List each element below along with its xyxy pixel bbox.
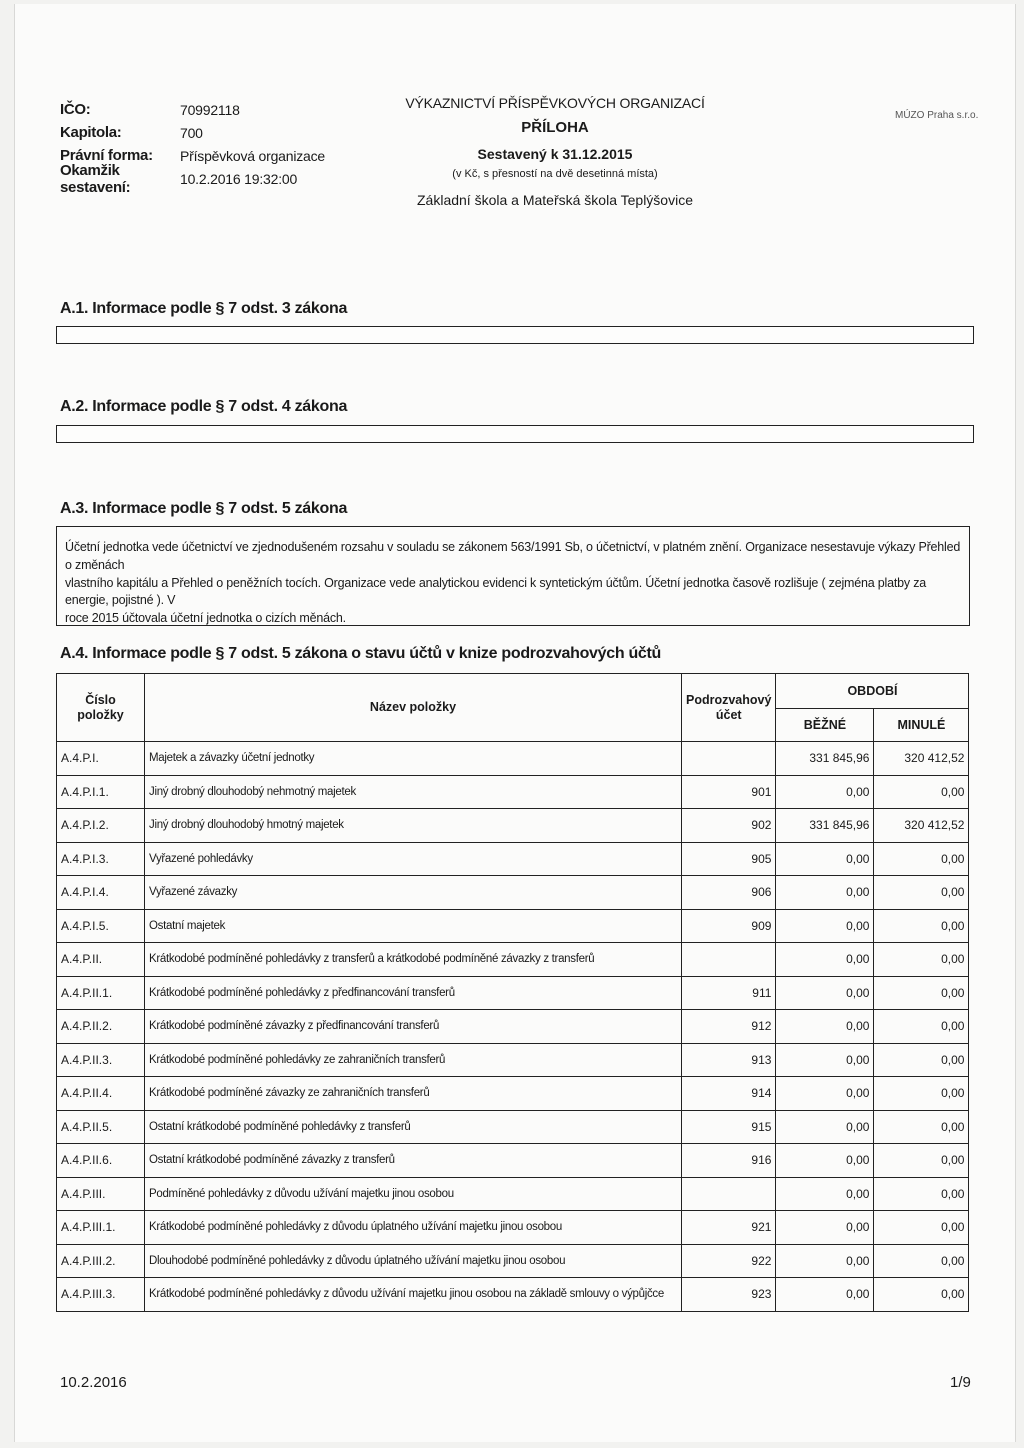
- row-previous: 320 412,52: [874, 809, 969, 843]
- row-name: Majetek a závazky účetní jednotky: [145, 742, 682, 776]
- table-row: [57, 909, 969, 943]
- row-account: 905: [682, 842, 776, 876]
- col-header-account: Podrozvahový účet: [682, 674, 776, 742]
- row-account: [682, 1177, 776, 1211]
- table-row: [57, 943, 969, 977]
- row-account: 922: [682, 1244, 776, 1278]
- table-row: [57, 742, 969, 776]
- row-code: A.4.P.II.6.: [57, 1144, 145, 1178]
- header-info: [60, 98, 326, 196]
- compiled-date: Sestavený k 31.12.2015: [477, 145, 633, 162]
- row-previous: 0,00: [874, 1010, 969, 1044]
- attachment-title: PŘÍLOHA: [521, 119, 589, 137]
- table-row: [57, 1211, 969, 1245]
- footer-date: 10.2.2016: [60, 1374, 127, 1391]
- row-code: A.4.P.III.2.: [57, 1244, 145, 1278]
- row-previous: 0,00: [874, 1211, 969, 1245]
- row-current: 0,00: [776, 1144, 874, 1178]
- currency-note: (v Kč, s přesností na dvě desetinná místa): [452, 168, 658, 181]
- row-code: A.4.P.II.1.: [57, 976, 145, 1010]
- org-type: VÝKAZNICTVÍ PŘÍSPĚVKOVÝCH ORGANIZACÍ: [405, 95, 705, 111]
- row-account: 914: [682, 1077, 776, 1111]
- row-code: A.4.P.I.2.: [57, 809, 145, 843]
- row-name: Krátkodobé podmíněné pohledávky z důvodu úplatného užívání majetku jinou osobou: [145, 1211, 682, 1245]
- row-account: 912: [682, 1010, 776, 1044]
- compiled-at-value: 10.2.2016 19:32:00: [180, 170, 298, 187]
- row-name: Krátkodobé podmíněné pohledávky z předfinancování transferů: [145, 976, 682, 1010]
- row-previous: 0,00: [874, 1110, 969, 1144]
- section-a3-text-box: [56, 526, 970, 626]
- report-title-block: [340, 96, 770, 209]
- row-name: Jiný drobný dlouhodobý nehmotný majetek: [145, 775, 682, 809]
- row-code: A.4.P.II.5.: [57, 1110, 145, 1144]
- row-current: 0,00: [776, 1043, 874, 1077]
- table-row: [57, 1110, 969, 1144]
- row-name: Krátkodobé podmíněné pohledávky ze zahraničních transferů: [145, 1043, 682, 1077]
- row-name: Ostatní krátkodobé podmíněné pohledávky z transferů: [145, 1110, 682, 1144]
- row-current: 0,00: [776, 1244, 874, 1278]
- table-row: [57, 976, 969, 1010]
- header-row-compiled-at: [60, 161, 325, 196]
- row-name: Krátkodobé podmíněné závazky z předfinancování transferů: [145, 1010, 682, 1044]
- table-row: [57, 809, 969, 843]
- row-previous: 0,00: [874, 876, 969, 910]
- row-previous: 0,00: [874, 976, 969, 1010]
- col-header-period: OBDOBÍ: [776, 674, 969, 709]
- vendor-label: MÚZO Praha s.r.o.: [895, 110, 979, 121]
- off-balance-table: [56, 673, 969, 1312]
- table-row: [57, 876, 969, 910]
- row-code: A.4.P.III.3.: [57, 1278, 145, 1312]
- section-a4-heading: A.4. Informace podle § 7 odst. 5 zákona o stavu účtů v knize podrozvahových účtů: [60, 645, 662, 662]
- a3-text-line-2: vlastního kapitálu a Přehled o peněžních tocích. Organizace vede analytickou evidenci k syntetickým účtům. Účetní jednotka časově rozlišuje ( zejména platby za energie, pojistné ). V: [65, 575, 927, 608]
- row-code: A.4.P.II.4.: [57, 1077, 145, 1111]
- row-previous: 0,00: [874, 842, 969, 876]
- table-row: [57, 1010, 969, 1044]
- table-row: [57, 1144, 969, 1178]
- row-name: Ostatní krátkodobé podmíněné závazky z transferů: [145, 1144, 682, 1178]
- footer-page-number: 1/9: [950, 1374, 971, 1391]
- row-current: 331 845,96: [776, 809, 874, 843]
- chapter-value: 700: [180, 124, 203, 141]
- row-account: 902: [682, 809, 776, 843]
- a3-text-line-1: Účetní jednotka vede účetnictví ve zjednodušeném rozsahu v souladu se zákonem 563/1991 Sb, o účetnictví, v platném znění. Organizace nesestavuje výkazy Přehled o změnách: [65, 540, 961, 572]
- row-account: 923: [682, 1278, 776, 1312]
- section-a1-box: [56, 326, 974, 344]
- row-previous: 0,00: [874, 909, 969, 943]
- ico-value: 70992118: [180, 101, 240, 118]
- row-code: A.4.P.II.2.: [57, 1010, 145, 1044]
- row-current: 331 845,96: [776, 742, 874, 776]
- row-code: A.4.P.I.: [57, 742, 145, 776]
- row-previous: 0,00: [874, 943, 969, 977]
- row-code: A.4.P.II.: [57, 943, 145, 977]
- row-account: 906: [682, 876, 776, 910]
- row-current: 0,00: [776, 976, 874, 1010]
- table-row: [57, 1244, 969, 1278]
- row-current: 0,00: [776, 876, 874, 910]
- table-row: [57, 1278, 969, 1312]
- col-header-current: BĚŽNÉ: [776, 709, 874, 742]
- row-current: 0,00: [776, 909, 874, 943]
- table-row: [57, 842, 969, 876]
- row-account: 915: [682, 1110, 776, 1144]
- chapter-label: Kapitola:: [60, 124, 122, 141]
- row-previous: 0,00: [874, 775, 969, 809]
- row-current: 0,00: [776, 775, 874, 809]
- row-name: Vyřazené závazky: [145, 876, 682, 910]
- row-name: Krátkodobé podmíněné pohledávky z transferů a krátkodobé podmíněné závazky z transferů: [145, 943, 682, 977]
- row-current: 0,00: [776, 842, 874, 876]
- col-header-code: Číslo položky: [57, 674, 145, 742]
- row-previous: 0,00: [874, 1144, 969, 1178]
- section-a1-heading: A.1. Informace podle § 7 odst. 3 zákona: [60, 300, 348, 317]
- row-account: [682, 943, 776, 977]
- row-name: Vyřazené pohledávky: [145, 842, 682, 876]
- row-current: 0,00: [776, 1211, 874, 1245]
- section-a3-heading: A.3. Informace podle § 7 odst. 5 zákona: [60, 500, 348, 517]
- header-row-ico: [60, 98, 325, 121]
- table-row: [57, 1043, 969, 1077]
- row-previous: 0,00: [874, 1043, 969, 1077]
- row-account: 913: [682, 1043, 776, 1077]
- row-account: 909: [682, 909, 776, 943]
- row-code: A.4.P.III.1.: [57, 1211, 145, 1245]
- school-name: Základní škola a Mateřská škola Teplýšovice: [417, 192, 693, 209]
- legal-form-label: Právní forma:: [60, 147, 153, 164]
- table-row: [57, 775, 969, 809]
- section-a2-heading: A.2. Informace podle § 7 odst. 4 zákona: [60, 398, 348, 415]
- row-account: 901: [682, 775, 776, 809]
- row-account: 916: [682, 1144, 776, 1178]
- row-code: A.4.P.II.3.: [57, 1043, 145, 1077]
- row-current: 0,00: [776, 1177, 874, 1211]
- table-row: [57, 1077, 969, 1111]
- row-account: 911: [682, 976, 776, 1010]
- row-current: 0,00: [776, 1010, 874, 1044]
- header-row-chapter: [60, 121, 325, 144]
- col-header-previous: MINULÉ: [874, 709, 969, 742]
- a3-text-line-3: roce 2015 účtovala účetní jednotka o cizích měnách.: [65, 611, 346, 625]
- row-code: A.4.P.I.4.: [57, 876, 145, 910]
- row-previous: 0,00: [874, 1244, 969, 1278]
- ico-label: IČO:: [60, 101, 91, 118]
- row-previous: 0,00: [874, 1278, 969, 1312]
- compiled-at-label: Okamžik sestavení:: [60, 161, 131, 196]
- row-current: 0,00: [776, 1278, 874, 1312]
- row-name: Dlouhodobé podmíněné pohledávky z důvodu úplatného užívání majetku jinou osobou: [145, 1244, 682, 1278]
- section-a2-box: [56, 425, 974, 443]
- legal-form-value: Příspěvková organizace: [180, 147, 326, 164]
- row-code: A.4.P.III.: [57, 1177, 145, 1211]
- row-previous: 0,00: [874, 1077, 969, 1111]
- row-account: [682, 742, 776, 776]
- row-name: Jiný drobný dlouhodobý hmotný majetek: [145, 809, 682, 843]
- row-current: 0,00: [776, 1077, 874, 1111]
- row-current: 0,00: [776, 1110, 874, 1144]
- row-name: Podmíněné pohledávky z důvodu užívání majetku jinou osobou: [145, 1177, 682, 1211]
- row-account: 921: [682, 1211, 776, 1245]
- row-previous: 320 412,52: [874, 742, 969, 776]
- row-current: 0,00: [776, 943, 874, 977]
- row-name: Ostatní majetek: [145, 909, 682, 943]
- row-name: Krátkodobé podmíněné pohledávky z důvodu užívání majetku jinou osobou na základě smlouvy o výpůjčce: [145, 1278, 682, 1312]
- row-name: Krátkodobé podmíněné závazky ze zahraničních transferů: [145, 1077, 682, 1111]
- col-header-name: Název položky: [145, 674, 682, 742]
- row-code: A.4.P.I.5.: [57, 909, 145, 943]
- row-code: A.4.P.I.1.: [57, 775, 145, 809]
- row-previous: 0,00: [874, 1177, 969, 1211]
- row-code: A.4.P.I.3.: [57, 842, 145, 876]
- table-row: [57, 1177, 969, 1211]
